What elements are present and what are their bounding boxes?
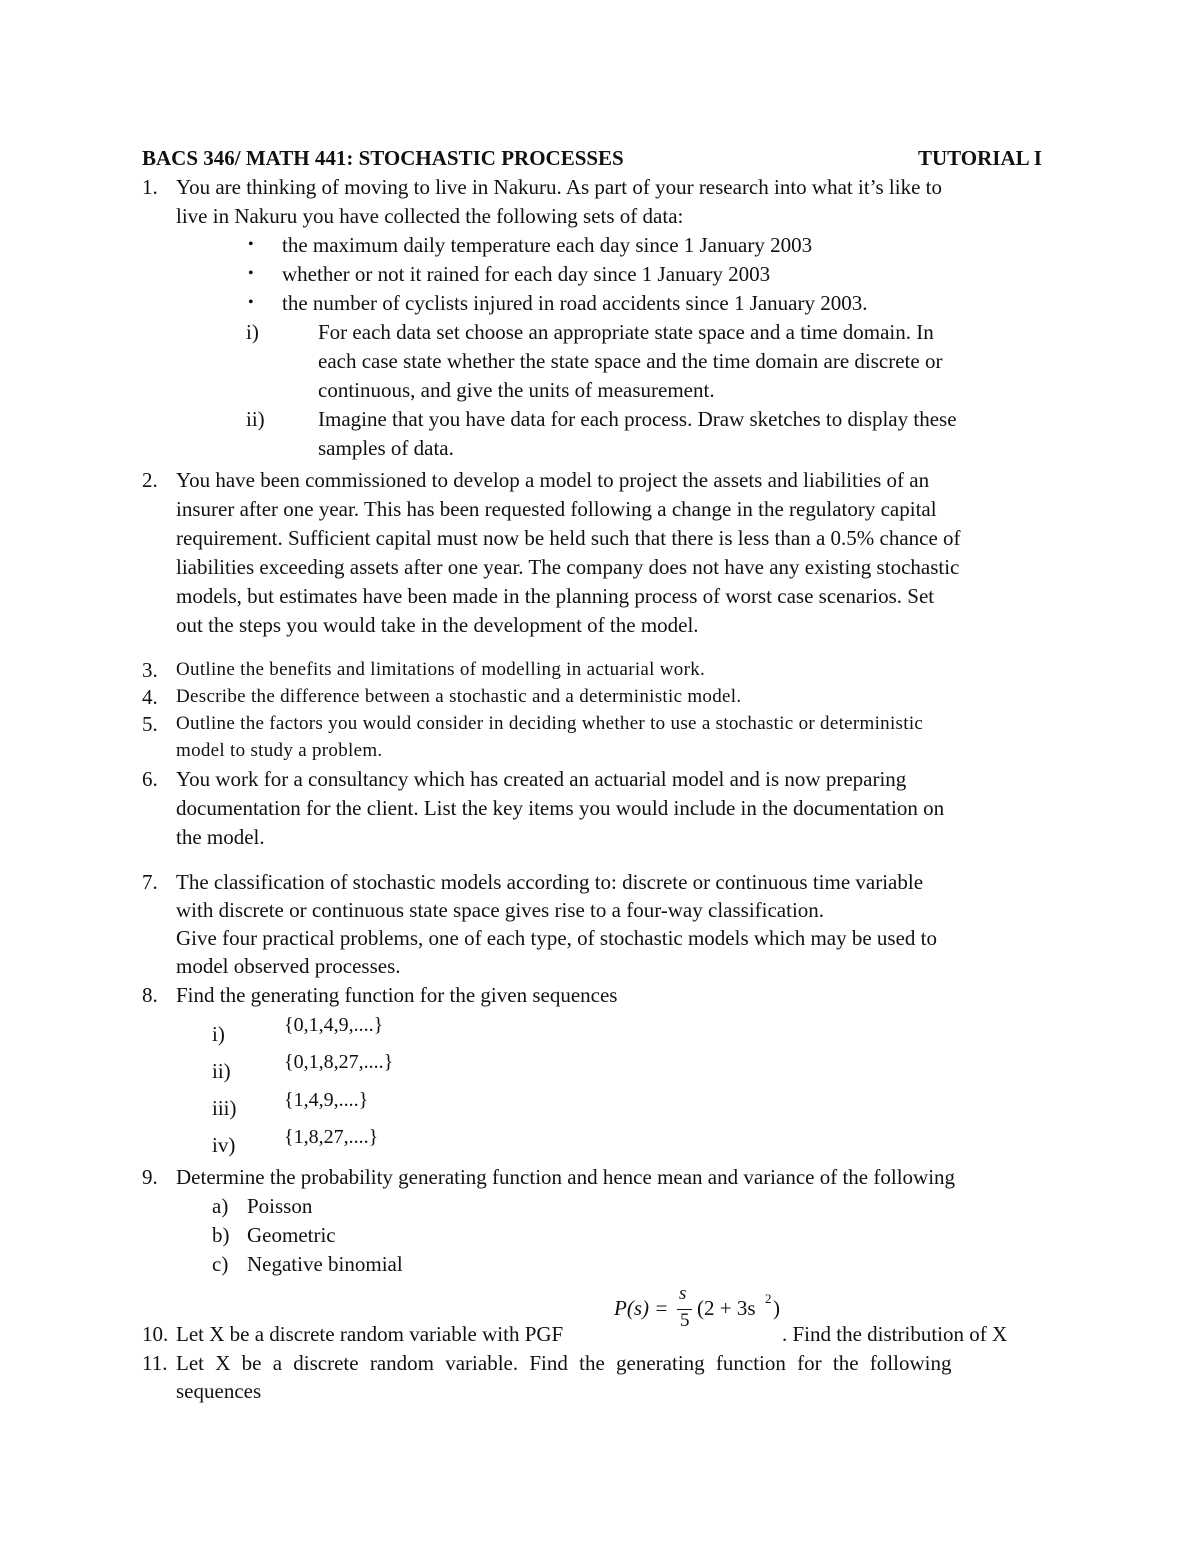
formula-lhs: P(s) = [614, 1296, 669, 1320]
bullet-text: the maximum daily temperature each day since 1 January 2003 [282, 233, 813, 257]
option-text: Poisson [247, 1194, 313, 1218]
question-text: the model. [176, 825, 265, 849]
formula-numerator: s [679, 1283, 687, 1304]
question-text-line: Let X be a discrete random variable. Find the generating function for the following [176, 1351, 952, 1375]
sequence-value: {1,8,27,....} [284, 1126, 379, 1148]
option-label: c) [212, 1252, 229, 1276]
sequence-value: {1,4,9,....} [284, 1089, 369, 1111]
question-number: 10. [142, 1322, 169, 1346]
question-text: models, but estimates have been made in the planning process of worst case scenarios. Set [176, 584, 935, 608]
option-text: Negative binomial [247, 1252, 403, 1276]
question-number: 7. [142, 870, 158, 894]
question-text: You have been commissioned to develop a model to project the assets and liabilities of an [176, 468, 930, 492]
question-text: documentation for the client. List the key items you would include in the documentation on [176, 796, 945, 820]
question-text: Outline the benefits and limitations of modelling in actuarial work. [176, 659, 706, 680]
tutorial-label: TUTORIAL I [918, 146, 1042, 170]
subpart-text: For each data set choose an appropriate state space and a time domain. In [318, 320, 934, 344]
question-text: . Find the distribution of X [782, 1322, 1008, 1346]
question-text: Find the generating function for the given sequences [176, 983, 618, 1007]
question-text: live in Nakuru you have collected the following sets of data: [176, 204, 684, 228]
question-text: The classification of stochastic models according to: discrete or continuous time variable [176, 870, 924, 894]
question-text: model to study a problem. [176, 740, 383, 761]
question-number: 1. [142, 175, 158, 199]
subpart-text: continuous, and give the units of measurement. [318, 378, 715, 402]
question-number: 2. [142, 468, 158, 492]
question-text: model observed processes. [176, 954, 401, 978]
question-text [176, 1349, 1058, 1377]
formula-exponent: 2 [765, 1291, 772, 1306]
question-text: You work for a consultancy which has created an actuarial model and is now preparing [176, 767, 907, 791]
question-text: requirement. Sufficient capital must now be held such that there is less than a 0.5% chance of [176, 526, 961, 550]
course-title: BACS 346/ MATH 441: STOCHASTIC PROCESSES [142, 146, 624, 170]
subpart-text: Imagine that you have data for each process. Draw sketches to display these [318, 407, 957, 431]
question-text: out the steps you would take in the development of the model. [176, 613, 699, 637]
sequence-label: iv) [212, 1133, 236, 1157]
option-label: b) [212, 1223, 230, 1247]
subpart-label: i) [246, 320, 259, 344]
sequence-value: {0,1,4,9,....} [284, 1014, 384, 1036]
question-number: 5. [142, 712, 158, 736]
subpart-label: ii) [246, 407, 265, 431]
question-text: Determine the probability generating function and hence mean and variance of the following [176, 1165, 956, 1189]
option-label: a) [212, 1194, 229, 1218]
question-number: 3. [142, 658, 158, 682]
question-number: 9. [142, 1165, 158, 1189]
question-text: You are thinking of moving to live in Nakuru. As part of your research into what it’s like to [176, 175, 942, 199]
question-text: Outline the factors you would consider in deciding whether to use a stochastic or deterministic [176, 713, 924, 734]
question-number: 4. [142, 685, 158, 709]
question-number: 6. [142, 767, 158, 791]
question-text: with discrete or continuous state space gives rise to a four-way classification. [176, 898, 825, 922]
question-text: Describe the difference between a stochastic and a deterministic model. [176, 686, 742, 707]
bullet-text: whether or not it rained for each day since 1 January 2003 [282, 262, 771, 286]
formula-denominator: 5 [680, 1310, 690, 1331]
question-text: sequences [176, 1379, 262, 1403]
question-text: Give four practical problems, one of each type, of stochastic models which may be used to [176, 926, 938, 950]
sequence-value: {0,1,8,27,....} [284, 1051, 394, 1073]
bullet-dot: • [248, 236, 254, 253]
formula-rhs: (2 + 3s [697, 1296, 756, 1320]
sequence-label: iii) [212, 1096, 237, 1120]
question-text: liabilities exceeding assets after one year. The company does not have any existing stochastic [176, 555, 960, 579]
question-text: Let X be a discrete random variable with PGF [176, 1322, 564, 1346]
question-text: insurer after one year. This has been requested following a change in the regulatory capital [176, 497, 937, 521]
question-number: 8. [142, 983, 158, 1007]
subpart-text: each case state whether the state space and the time domain are discrete or [318, 349, 943, 373]
sequence-label: ii) [212, 1059, 231, 1083]
bullet-dot: • [248, 294, 254, 311]
bullet-text: the number of cyclists injured in road accidents since 1 January 2003. [282, 291, 868, 315]
question-number: 11. [142, 1351, 168, 1375]
bullet-dot: • [248, 265, 254, 282]
formula-close: ) [773, 1296, 780, 1320]
sequence-label: i) [212, 1022, 225, 1046]
subpart-text: samples of data. [318, 436, 454, 460]
option-text: Geometric [247, 1223, 336, 1247]
